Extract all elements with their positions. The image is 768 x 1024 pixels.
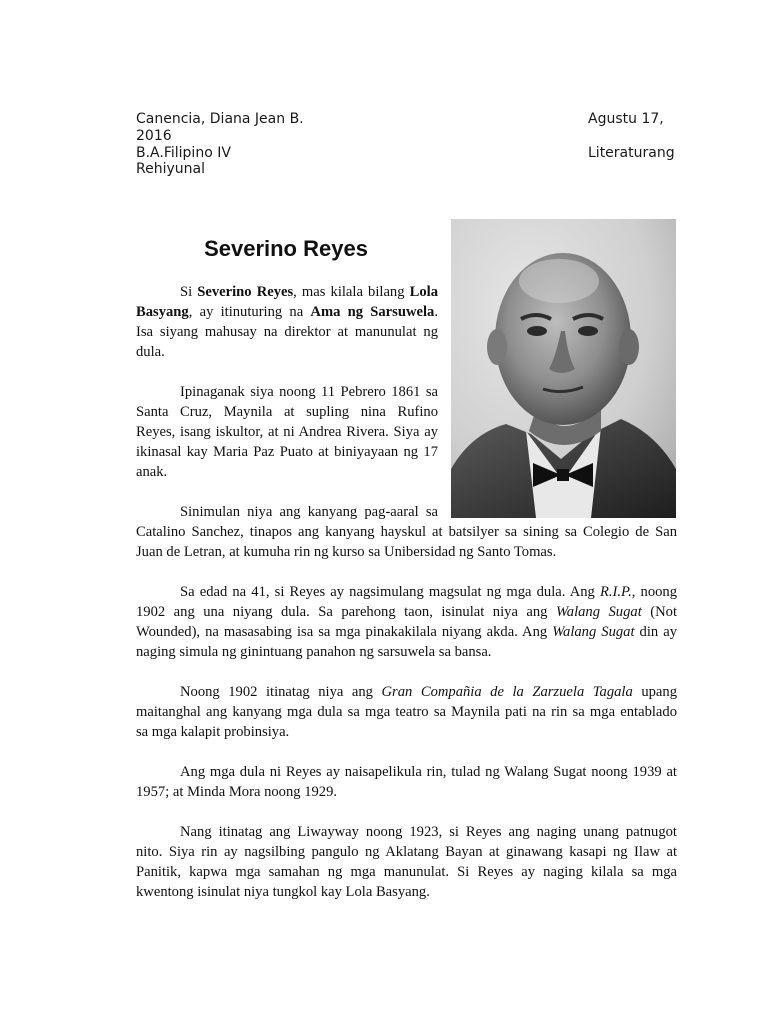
line: Santa Cruz, Maynila at supling nina Rufino — [136, 404, 438, 420]
text: Sa edad na 41, si Reyes ay nagsimulang magsulat ng mga dula. Ang — [180, 584, 600, 600]
line — [136, 302, 438, 322]
text: , ay itinuturing na — [188, 304, 311, 320]
line: Reyes, isang iskultor, at ni Andrea Rivera. Siya ay — [136, 424, 438, 440]
text: (Not — [641, 604, 677, 620]
line: 1957; at Minda Mora noong 1929. — [136, 784, 338, 800]
name-bold: Severino Reyes — [197, 284, 294, 300]
line: Catalino Sanchez, tinapos ang kanyang hayskul at batsilyer sa sining sa Colegio de San — [136, 524, 677, 540]
line — [136, 582, 677, 602]
text: , mas kilala bilang — [293, 284, 410, 300]
paragraph-education-line1 — [136, 502, 438, 522]
portrait-photo — [451, 219, 676, 518]
text: . — [434, 304, 438, 320]
line: sa mga kalapit probinsiya. — [136, 724, 290, 740]
text: Noong 1902 itinatag niya ang — [180, 684, 382, 700]
header-course: B.A.Filipino IV — [136, 145, 231, 161]
line: maitanghal ang kanyang mga dula sa mga teatro sa Maynila pati na rin sa mga entablado — [136, 704, 677, 720]
paragraph-liwayway — [136, 822, 677, 902]
text: Wounded), na masasabing isa sa mga pinakakilala niyang akda. Ang — [136, 624, 553, 640]
text: upang — [632, 684, 677, 700]
paragraph-birth — [136, 382, 438, 482]
line: anak. — [136, 464, 168, 480]
line: Isa siyang mahusay na direktor at manunulat ng — [136, 324, 438, 340]
paragraph-company — [136, 682, 677, 742]
paragraph-education — [136, 522, 677, 562]
line — [136, 762, 677, 782]
text: Ipinaganak siya noong 11 Pebrero 1861 sa — [180, 384, 438, 400]
title-bold: Ama ng Sarsuwela — [310, 304, 435, 320]
line — [136, 282, 438, 302]
text: Si — [180, 284, 198, 300]
line: ikinasal kay Maria Paz Puato at biniyayaan ng 17 — [136, 444, 438, 460]
page-title: Severino Reyes — [204, 236, 368, 261]
line: Juan de Letran, at kumuha rin ng kurso sa Unibersidad ng Santo Tomas. — [136, 544, 557, 560]
line — [136, 602, 677, 622]
line: nito. Siya rin ay nagsilbing pangulo ng Aklatang Bayan at ginawang kasapi ng Ilaw at — [136, 844, 677, 860]
company-name: Gran Compañia de la Zarzuela Tagala — [381, 684, 633, 700]
header-date: Agustu 17, — [588, 111, 664, 127]
portrait-image — [451, 219, 676, 518]
line: naging simula ng ginintuang panahon ng sarsuwela sa bansa. — [136, 644, 492, 660]
line: Panitik, kapwa mga samahan ng mga manunulat. Si Reyes ay naging kilala sa mga — [136, 864, 677, 880]
text: Nang itinatag ang Liwayway noong 1923, si Reyes ang naging unang patnugot — [180, 824, 677, 840]
alias-bold: Lola — [409, 284, 438, 300]
header-subject-cont: Rehiyunal — [136, 161, 205, 177]
line — [136, 822, 677, 842]
paragraph-films — [136, 762, 677, 802]
line — [136, 382, 438, 402]
paragraph-works — [136, 582, 677, 662]
line — [136, 682, 677, 702]
text: 1902 ang una niyang dula. Sa parehong taon, isinulat niya ang — [136, 604, 556, 620]
text: , noong — [631, 584, 678, 600]
line: kwentong isinulat niya tungkol kay Lola Basyang. — [136, 884, 430, 900]
header-author: Canencia, Diana Jean B. — [136, 111, 304, 127]
text: din ay — [634, 624, 677, 640]
text: Ang mga dula ni Reyes ay naisapelikula rin, tulad ng Walang Sugat noong 1939 at — [180, 764, 677, 780]
text: Sinimulan niya ang kanyang pag-aaral sa — [180, 504, 438, 520]
work-title: Walang Sugat — [552, 624, 635, 640]
line: dula. — [136, 344, 165, 360]
work-title: Walang Sugat — [555, 604, 642, 620]
line — [136, 502, 438, 522]
line — [136, 622, 677, 642]
header-year: 2016 — [136, 128, 172, 144]
paragraph-intro — [136, 282, 438, 362]
header-subject: Literaturang — [588, 145, 675, 161]
work-title: R.I.P. — [599, 584, 632, 600]
alias-bold: Basyang — [136, 304, 189, 320]
